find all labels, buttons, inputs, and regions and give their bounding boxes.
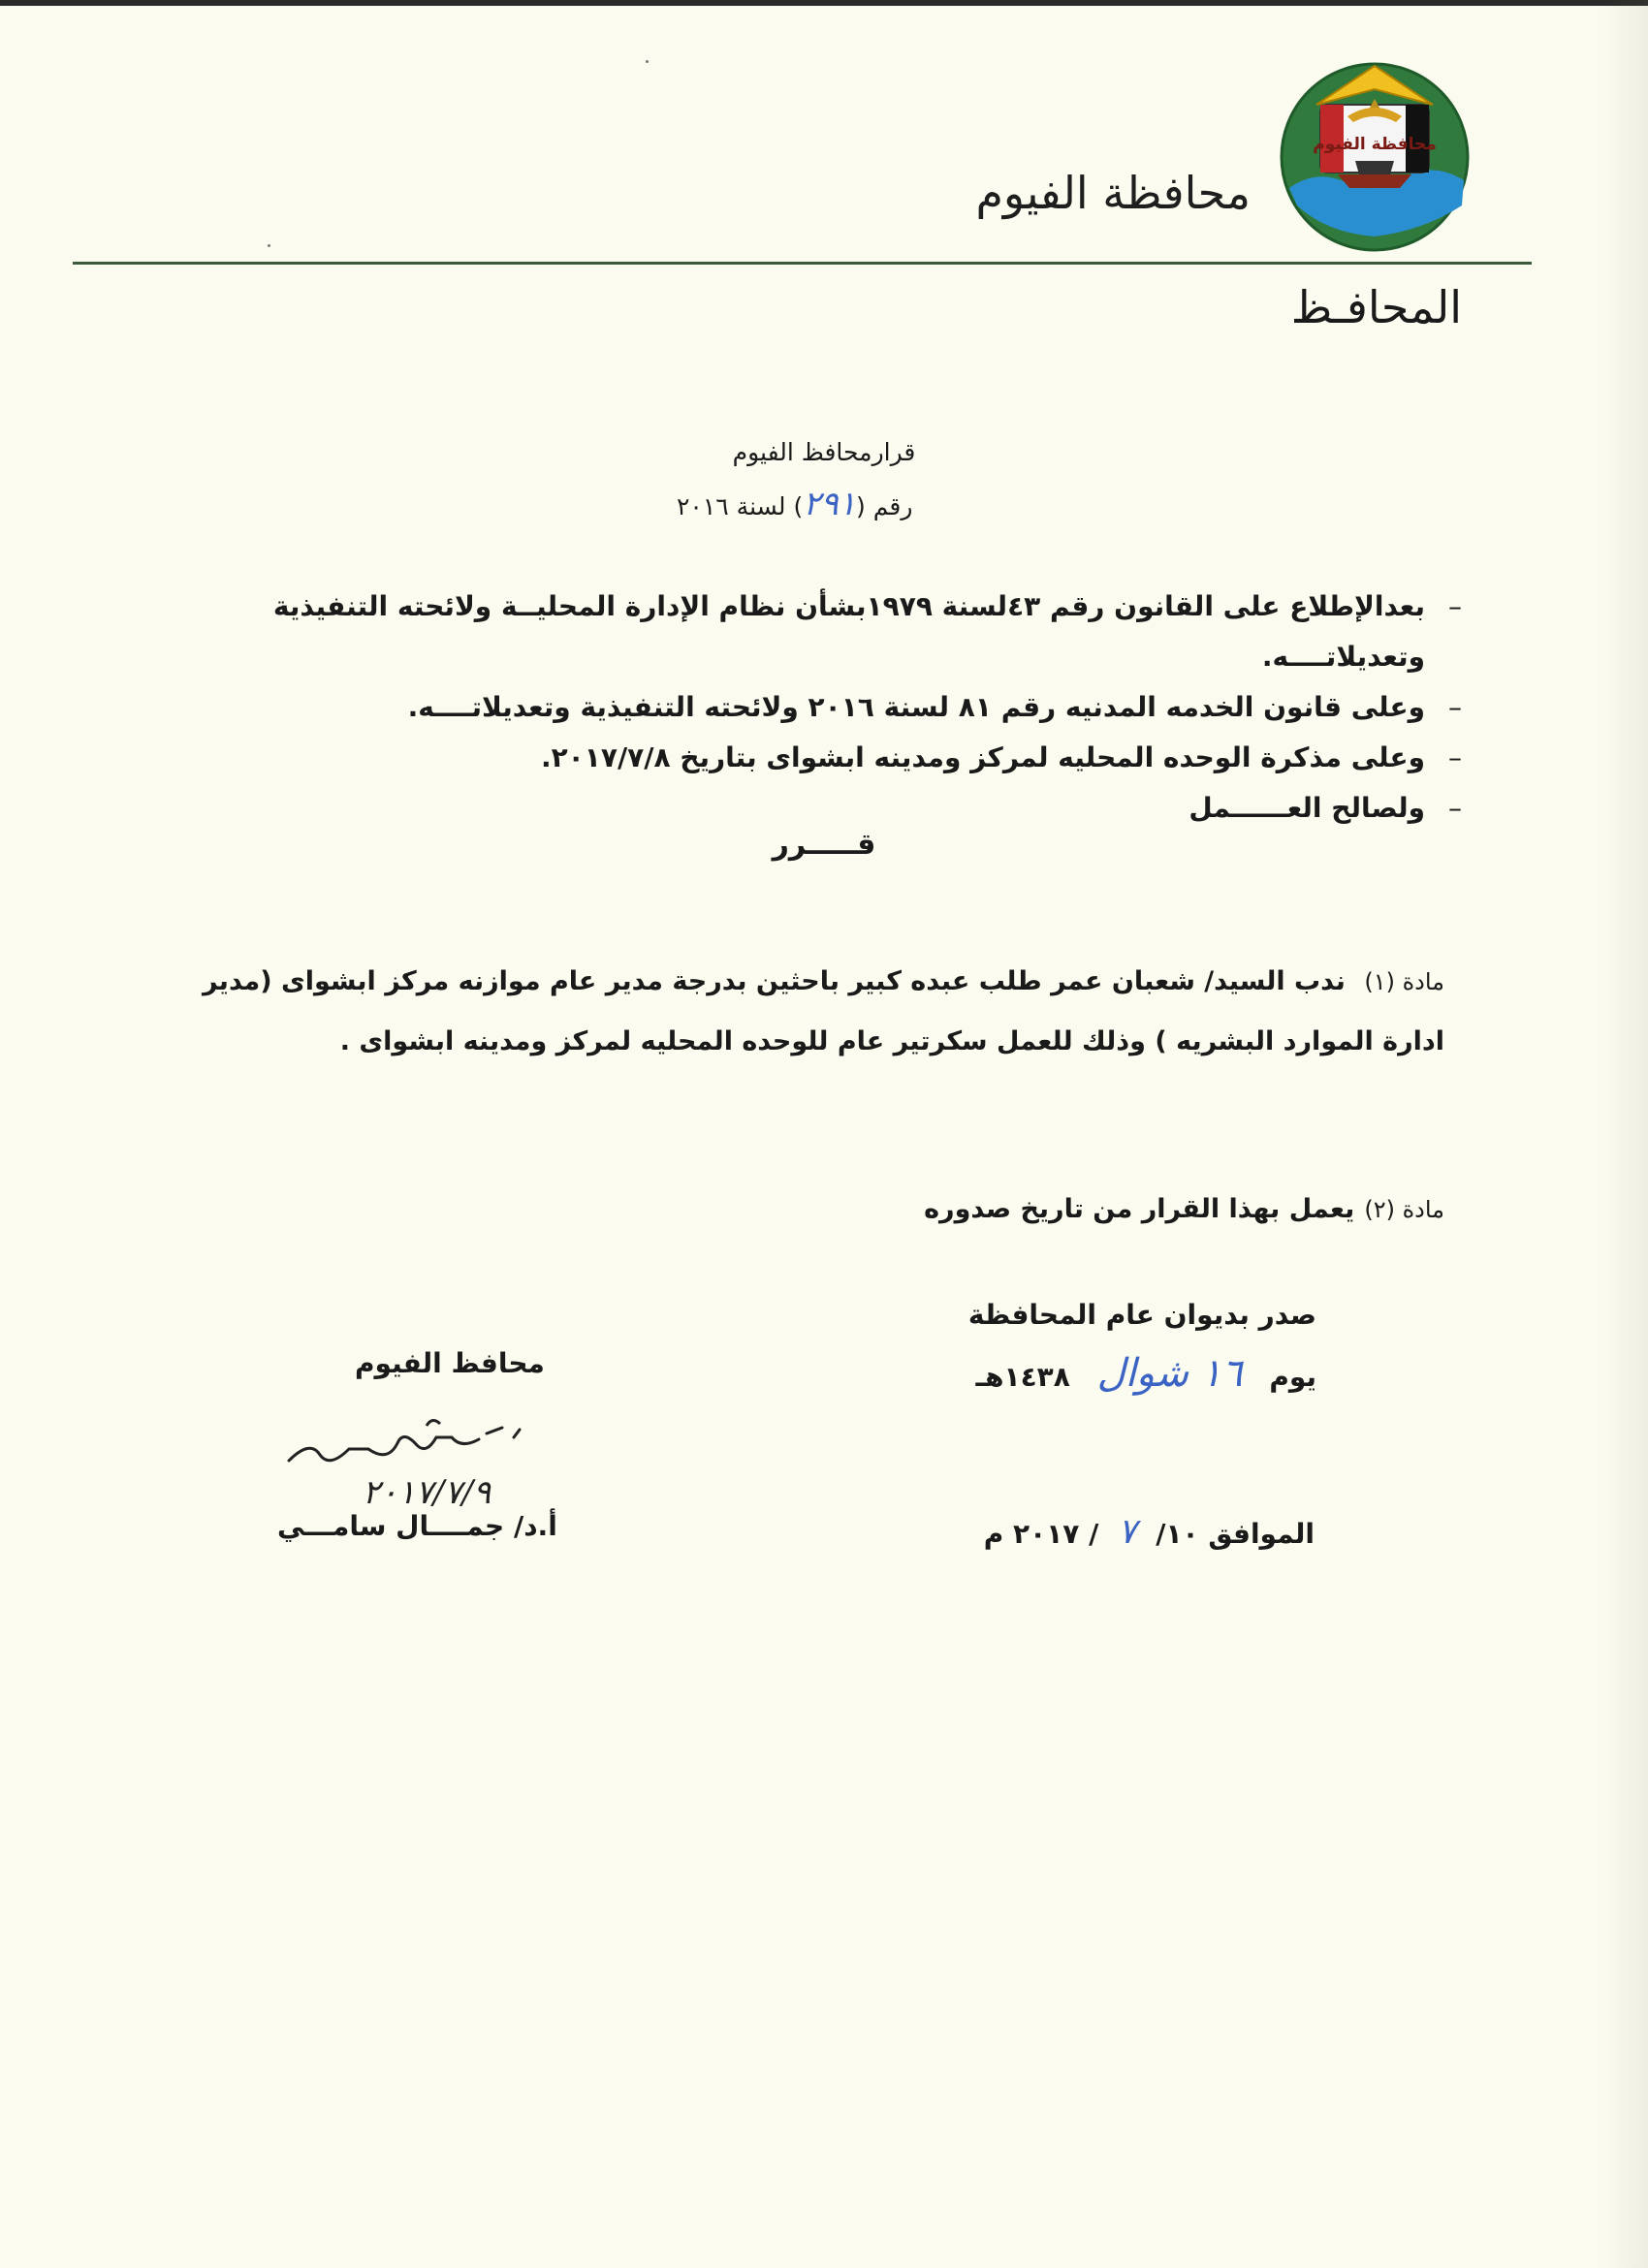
office-title: المحافـظ xyxy=(1290,281,1462,333)
preamble-item xyxy=(105,582,1462,682)
bullet-dash: – xyxy=(1448,741,1462,773)
signature-date: ٢٠١٧/٧/٩ xyxy=(362,1473,491,1512)
governorate-logo xyxy=(1278,60,1472,254)
bullet-dash: – xyxy=(1448,590,1462,622)
scan-speck xyxy=(646,60,649,63)
bullet-dash: – xyxy=(1448,792,1462,824)
preamble-list xyxy=(105,582,1462,834)
preamble-text: ولصالح العــــــمل xyxy=(1188,792,1425,824)
article-1-label: مادة (١) xyxy=(1364,968,1444,995)
preamble-item xyxy=(105,733,1462,783)
decree-number-handwritten: ٢٩١ xyxy=(803,485,857,523)
scan-speck xyxy=(268,244,270,247)
preamble-item xyxy=(105,682,1462,733)
signatory-title: محافظ الفيوم xyxy=(355,1347,545,1379)
article-2-text: يعمل بهذا القرار من تاريخ صدوره xyxy=(924,1194,1355,1224)
article-1 xyxy=(174,952,1444,1072)
day-number: ١٠/ xyxy=(1156,1518,1199,1550)
gregorian-year: / ٢٠١٧ م xyxy=(983,1518,1099,1550)
scan-shadow xyxy=(1600,0,1648,2268)
decree-number xyxy=(677,485,912,523)
article-1-text: ندب السيد/ شعبان عمر طلب عبده كبير باحثين بدرجة مدير عام موازنه مركز ابشواى (مدير ادارة الموارد البشريه ) وذلك للعمل سكرتير عام للوحده المحليه لمركز ومدينه ابشواى . xyxy=(203,966,1444,1056)
preamble-item xyxy=(105,783,1462,834)
preamble-text: وعلى مذكرة الوحده المحليه لمركز ومدينه ابشواى بتاريخ ٢٠١٧/٧/٨. xyxy=(540,741,1425,773)
issued-at: صدر بديوان عام المحافظة xyxy=(967,1299,1316,1331)
article-2 xyxy=(924,1194,1444,1224)
decided-heading: قـــــرر xyxy=(772,828,876,862)
decree-number-suffix: ) لسنة ٢٠١٦ xyxy=(677,492,804,520)
day-label: يوم xyxy=(1269,1361,1316,1393)
decree-title: قرارمحافظ الفيوم xyxy=(732,438,916,466)
preamble-text: بعدالإطلاع على القانون رقم ٤٣لسنة ١٩٧٩بشأن نظام الإدارة المحليــة ولائحته التنفيذية وتعديلاتــــه. xyxy=(272,590,1425,673)
governorate-name: محافظة الفيوم xyxy=(975,167,1251,219)
day-handwritten: ١٦ شوال xyxy=(1096,1351,1243,1396)
decree-number-prefix: رقم ( xyxy=(856,492,913,520)
corresponding-label: الموافق xyxy=(1208,1518,1315,1550)
logo-text: محافظة الفيوم xyxy=(1313,135,1437,154)
month-handwritten: ٧ xyxy=(1118,1512,1137,1552)
article-2-label: مادة (٢) xyxy=(1364,1196,1444,1223)
hijri-year: ١٤٣٨هـ xyxy=(975,1361,1070,1393)
scan-top-edge xyxy=(0,0,1648,6)
gregorian-date-line xyxy=(984,1512,1315,1552)
signatory-name: أ.د/ جمــــال سامـــي xyxy=(277,1510,557,1542)
handwritten-signature xyxy=(281,1410,543,1527)
bullet-dash: – xyxy=(1448,691,1462,723)
header-divider xyxy=(73,262,1532,265)
issue-day-line xyxy=(976,1351,1316,1396)
preamble-text: وعلى قانون الخدمه المدنيه رقم ٨١ لسنة ٢٠١٦ ولائحته التنفيذية وتعديلاتــــه. xyxy=(407,691,1425,723)
